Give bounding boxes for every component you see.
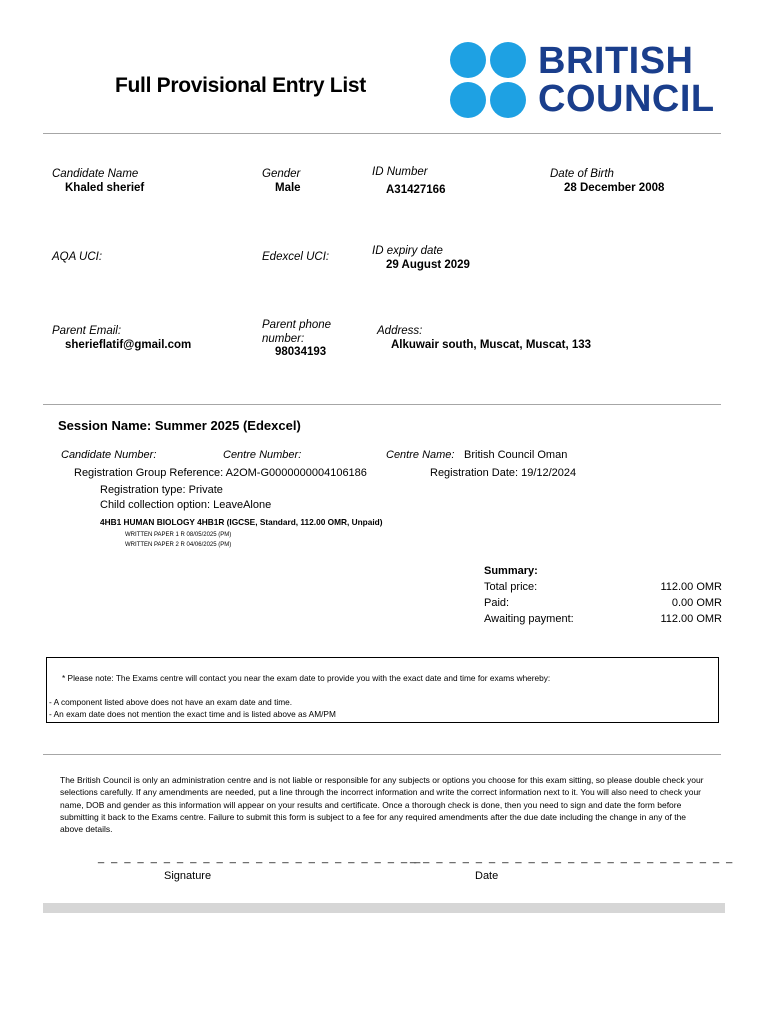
notice-line: * Please note: The Exams centre will contact you near the exam date to provide you with the exact date and time for exams whereby: [62,673,551,683]
registration-group-reference: Registration Group Reference: A2OM-G0000000004106186 [74,467,367,479]
child-collection-option: Child collection option: LeaveAlone [100,499,272,511]
dob-value: 28 December 2008 [564,182,665,194]
signature-label: Signature [164,870,212,882]
subject-entry: 4HB1 HUMAN BIOLOGY 4HB1R (IGCSE, Standard, 112.00 OMR, Unpaid) [100,517,383,527]
footer-bar [43,903,725,913]
registration-date: Registration Date: 19/12/2024 [430,467,577,479]
dob-label: Date of Birth [550,168,614,180]
paper-entry: WRITTEN PAPER 1 R 08/05/2025 (PM) [125,532,232,538]
page-title: Full Provisional Entry List [115,74,366,97]
address-value: Alkuwair south, Muscat, Muscat, 133 [391,339,592,351]
disclaimer-text: The British Council is only an administration centre and is not liable or responsible for any subjects or options you choose for this exam sitting, so please double check your selections carefully. If any amendments are needed, put a line through the incorrect information and write the correct information next to it. You will also need to check your name, DOB and gender as this information will appear on your results and certificate. Once a thorough check is done, then you need to sign and date the form before submitting it back to the Exams centre. Failure to submit this form is subject to a fee for any required amendments after the due date including the change in any of the above details. [60,775,704,835]
parent-phone-label: Parent phone [262,319,332,331]
summary-total-value: 112.00 OMR [660,581,722,593]
address-label: Address: [377,325,423,337]
summary-total-label: Total price: [484,581,538,593]
logo-dots-icon [450,42,530,118]
date-line: _ _ _ _ _ _ _ _ _ _ _ _ _ _ _ _ _ _ _ _ _ _ _ _ _ [410,852,735,864]
parent-email-label: Parent Email: [52,325,122,337]
summary-title: Summary: [484,565,538,577]
edexcel-uci-label: Edexcel UCI: [262,251,330,263]
id-number-label: ID Number [372,166,428,178]
summary-paid-value: 0.00 OMR [671,597,722,609]
signature-line: _ _ _ _ _ _ _ _ _ _ _ _ _ _ _ _ _ _ _ _ _ _ _ _ _ [98,852,423,864]
notice-line: - An exam date does not mention the exact time and is listed above as AM/PM [49,709,336,719]
logo-word-british: BRITISH [538,40,694,82]
id-expiry-label: ID expiry date [372,245,443,257]
divider [43,404,721,405]
paper-entry: WRITTEN PAPER 2 R 04/06/2025 (PM) [125,542,232,548]
divider [43,133,721,134]
summary-awaiting-label: Awaiting payment: [484,613,574,625]
parent-phone-label-2: number: [262,333,305,345]
centre-number-label: Centre Number: [223,449,302,461]
parent-email-value: sherieflatif@gmail.com [65,339,192,351]
candidate-number-label: Candidate Number: [61,449,157,461]
candidate-name-label: Candidate Name [52,168,139,180]
exam-notice-box [46,657,719,723]
centre-name-label: Centre Name: [386,449,455,461]
aqa-uci-label: AQA UCI: [52,251,103,263]
parent-phone-value: 98034193 [275,346,327,358]
summary-awaiting-value: 112.00 OMR [660,613,722,625]
registration-type: Registration type: Private [100,484,223,496]
centre-name-value: British Council Oman [464,449,568,461]
session-name: Session Name: Summer 2025 (Edexcel) [58,418,301,433]
logo-word-council: COUNCIL [538,78,715,120]
gender-value: Male [275,182,301,194]
summary-paid-label: Paid: [484,597,510,609]
gender-label: Gender [262,168,301,180]
british-council-logo [450,42,722,118]
id-expiry-value: 29 August 2029 [386,259,470,271]
notice-line: - A component listed above does not have an exam date and time. [49,697,293,707]
divider [43,754,721,755]
date-label: Date [475,870,499,882]
id-number-value: A31427166 [386,184,446,196]
candidate-name-value: Khaled sherief [65,182,145,194]
